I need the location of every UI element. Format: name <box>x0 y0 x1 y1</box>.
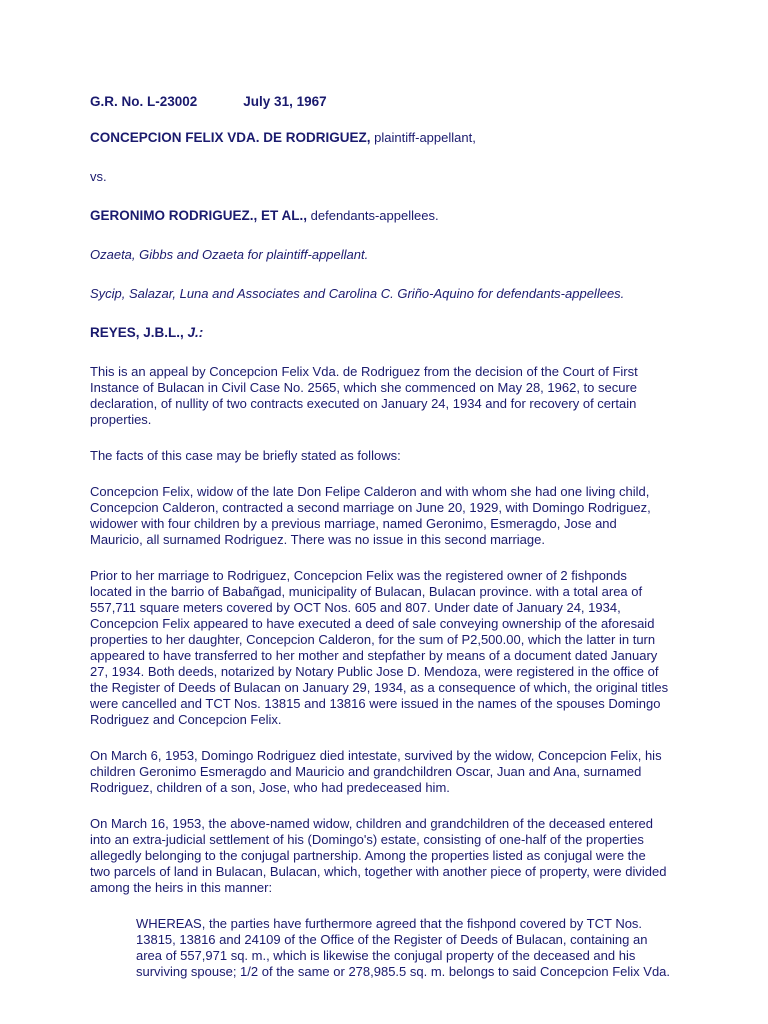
text-line: widower with four children by a previous marriage, named Geronimo, Esmeragdo, Jose and <box>90 516 617 531</box>
text-line: children Geronimo Esmeragdo and Mauricio and grandchildren Oscar, Juan and Ana, surnamed <box>90 764 642 779</box>
text-line: two parcels of land in Bulacan, Bulacan, which, together with another piece of property, were divided <box>90 864 667 879</box>
ponente-line <box>90 325 690 341</box>
text-line: This is an appeal by Concepcion Felix Vda. de Rodriguez from the decision of the Court of First <box>90 364 638 379</box>
text-line: properties to her daughter, Concepcion Calderon, for the sum of P2,500.00, which the latter in turn <box>90 632 656 647</box>
text-line: appeared to have transferred to her mother and stepfather by means of a document dated January <box>90 648 658 663</box>
block-quote <box>136 916 684 980</box>
text-line: Prior to her marriage to Rodriguez, Concepcion Felix was the registered owner of 2 fishponds <box>90 568 627 583</box>
plaintiff-counsel: Ozaeta, Gibbs and Ozaeta for plaintiff-appellant. <box>90 247 369 262</box>
gr-number: G.R. No. L-23002 <box>90 94 198 109</box>
text-line: Concepcion Felix appeared to have executed a deed of sale conveying ownership of the aforesaid <box>90 616 655 631</box>
text-line: were cancelled and TCT Nos. 13815 and 13816 were issued in the names of the spouses Domingo <box>90 696 661 711</box>
plaintiff-name: CONCEPCION FELIX VDA. DE RODRIGUEZ, <box>90 130 371 145</box>
text-line: Rodriguez and Concepcion Felix. <box>90 712 282 727</box>
text-line: Concepcion Calderon, contracted a second marriage on June 20, 1929, with Domingo Rodriguez, <box>90 500 651 515</box>
text-line: WHEREAS, the parties have furthermore agreed that the fishpond covered by TCT Nos. <box>136 916 643 931</box>
text-line: the Register of Deeds of Bulacan on January 29, 1934, as a consequence of which, the original titles <box>90 680 669 695</box>
text-line: 13815, 13816 and 24109 of the Office of the Register of Deeds of Bulacan, containing an <box>136 932 648 947</box>
defendant-role: defendants-appellees. <box>310 208 439 223</box>
decision-document <box>90 94 690 980</box>
paragraph-4 <box>90 568 690 728</box>
text-line: Concepcion Felix, widow of the late Don Felipe Calderon and with whom she had one living child, <box>90 484 650 499</box>
text-line: Mauricio, all surnamed Rodriguez. There was no issue in this second marriage. <box>90 532 545 547</box>
text-line: 27, 1934. Both deeds, notarized by Notary Public Jose D. Mendoza, were registered in the office of <box>90 664 659 679</box>
decision-date: July 31, 1967 <box>243 94 327 109</box>
defendant-line <box>90 208 690 224</box>
defendant-counsel: Sycip, Salazar, Luna and Associates and Carolina C. Griño-Aquino for defendants-appellees. <box>90 286 625 301</box>
text-line: located in the barrio of Babañgad, municipality of Bulacan, Bulacan province. with a total area of <box>90 584 643 599</box>
text-line: properties. <box>90 412 152 427</box>
text-line: The facts of this case may be briefly stated as follows: <box>90 448 401 463</box>
text-line: Rodriguez, children of a son, Jose, who had predeceased him. <box>90 780 450 795</box>
plaintiff-role: plaintiff-appellant, <box>374 130 476 145</box>
paragraph-2 <box>90 448 690 464</box>
ponente-suffix: J.: <box>187 325 204 340</box>
paragraph-3 <box>90 484 690 548</box>
versus-text: vs. <box>90 169 107 184</box>
text-line: area of 557,971 sq. m., which is likewise the conjugal property of the deceased and his <box>136 948 636 963</box>
text-line: On March 6, 1953, Domingo Rodriguez died intestate, survived by the widow, Concepcion Felix, his <box>90 748 662 763</box>
text-line: declaration, of nullity of two contracts executed on January 24, 1934 and for recovery of certain <box>90 396 637 411</box>
text-line: surviving spouse; 1/2 of the same or 278,985.5 sq. m. belongs to said Concepcion Felix Vda. <box>136 964 671 979</box>
text-line: On March 16, 1953, the above-named widow, children and grandchildren of the deceased entered <box>90 816 653 831</box>
paragraph-5 <box>90 748 690 796</box>
text-line: among the heirs in this manner: <box>90 880 273 895</box>
plaintiff-line <box>90 130 690 146</box>
text-line: allegedly belonging to the conjugal partnership. Among the properties listed as conjugal were the <box>90 848 646 863</box>
text-line: 557,711 square meters covered by OCT Nos. 605 and 807. Under date of January 24, 1934, <box>90 600 621 615</box>
case-header <box>90 94 690 110</box>
defendant-name: GERONIMO RODRIGUEZ., ET AL., <box>90 208 308 223</box>
text-line: Instance of Bulacan in Civil Case No. 2565, which she commenced on May 28, 1962, to secure <box>90 380 638 395</box>
ponente-name: REYES, J.B.L., <box>90 325 184 340</box>
text-line: into an extra-judicial settlement of his (Domingo's) estate, consisting of one-half of the properties <box>90 832 644 847</box>
paragraph-6 <box>90 816 690 896</box>
paragraph-1 <box>90 364 690 428</box>
